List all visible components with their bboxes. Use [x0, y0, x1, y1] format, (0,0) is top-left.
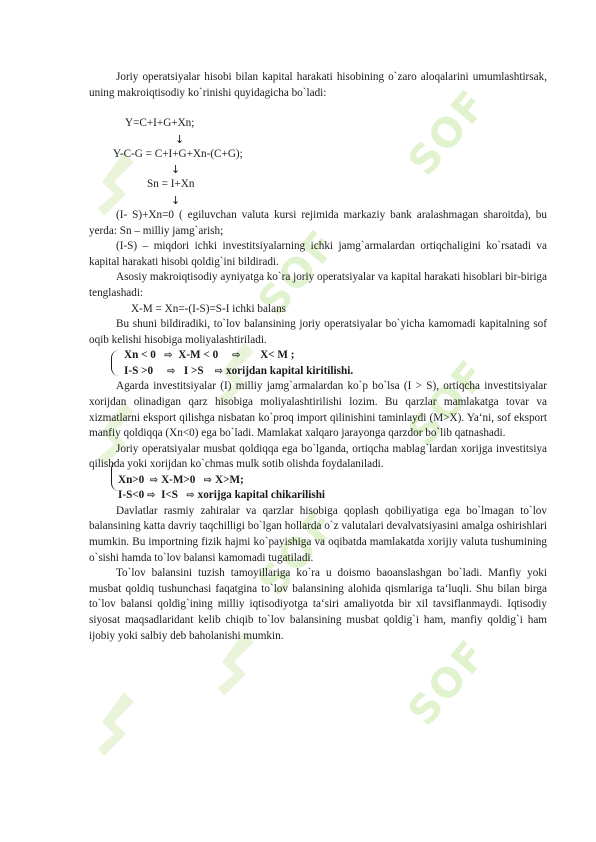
paragraph-principles: To`lov balansini tuzish tamoyillariga ko`ra u doismo baoanslashgan bo`ladi. Manfiy yoki musbat qoldiq tushunchasi faqatgina to`lov balansining alohida qismlariga ta‘luqli. Shu bilan birga to`lov balansi qoldig`ining milliy iqtisodiyotga ta‘siri amaliyotda bir xil tavsiflanmaydi. Iqtisodiy siyosat maqsadlaridant kelib chiqib to`lov balansining musbat qoldig`i ham, manfiy qoldig`i ham ijobiy yoki salbiy deb baholanishi mumkin.	[89, 567, 547, 642]
paragraph-deficit-financing: Bu shuni bildiradiki, to`lov balansining joriy operatsiyalar bo`yicha kamomadi kapitalning sof oqib kelishi hisobiga moliyalashtiriladi.	[89, 318, 547, 346]
formula-income-identity: Y=C+I+G+Xn;	[125, 117, 195, 130]
watermark-text: SOF	[399, 351, 497, 455]
paragraph-identity: Asosiy makroiqtisodiy ayniyatga ko`ra joriy operatsiyalar va kapital harakati hisoblari bir-biriga tenglashadi:	[89, 271, 547, 299]
formula-national-savings: Sn = I+Xn	[147, 178, 195, 191]
brace-symbol	[111, 350, 120, 376]
down-arrow-icon: ↓	[175, 132, 185, 146]
paragraph-balance-condition: (I- S)+Xn=0 ( egiluvchan valuta kursi rejimida markaziy bank aralashmagan sharoitda), bu yerda: Sn – milliy jamg`arish;	[89, 208, 547, 237]
paragraph-is-definition: (I-S) – miqdori ichki investitsiyalarning ichki jamg`armalardan ortiqchaligini ko`rsatadi va kapital harakati hisobi qoldig`ini bildiradi.	[89, 240, 547, 268]
system-surplus: Xn>0 ⇨ X-M>0 ⇨ X>M; I-S<0 ⇨ I<S ⇨ xorijga kapital chikarilishi	[89, 473, 547, 504]
paragraph-devaluation: Davlatlar rasmiy zahiralar va qarzlar hisobiga qoplash qobiliyatiga ega bo`lmagan to`lov balansining katta davriy taqchilligi bo`lgan hollarda o`z valutalari devalvatsiyasini amalga oshirishlari mumkin. Bu importning fizik hajmi ko`payishiga va oqibatda mamlakatda xorijiy valuta tushumining o`sishi hamda to`lov balansi kamomadi tugatiladi.	[89, 504, 547, 564]
paragraph-excess-investment: Agarda investitsiyalar (I) milliy jamg`armalardan ko`p bo`lsa (I > S), ortiqcha investitsiyalar xorijdan olinadigan qarz hisobiga moliyalashtirilishi lozim. Bu qarzlar mamlakatga tovar va xizmatlarni eksport qilishga nisbatan ko`proq import qilinishini taminlaydi (M>X). Ya‘ni, sof eksport manfiy qoldiqqa (Xn<0) ega bo`ladi. Mamlakat xalqaro jarayonga qarzdor bo`lib qatnashadi.	[89, 380, 547, 440]
down-arrow-icon: ↓	[171, 163, 181, 177]
formula-savings-derivation: Y-C-G = C+I+G+Xn-(C+G);	[113, 147, 243, 160]
watermark-text: SOF	[399, 631, 497, 735]
system-deficit: Xn < 0 ⇨ X-M < 0 ⇨ X< M ; I-S >0 ⇨ I >S ⇨ xorijdan kapital kiritilishi.	[89, 348, 547, 379]
watermark-text: SOF	[249, 501, 347, 605]
brace-symbol	[111, 461, 120, 491]
down-arrow-icon: ↓	[171, 193, 181, 207]
paragraph-intro: Joriy operatsiyalar hisobi bilan kapital harakati hisobining o`zaro aloqalarini umumlashtirsak, uning makroiqtisodiy ko`rinishi quyidagicha bo`ladi:	[89, 71, 547, 99]
watermark-text: SOF	[399, 81, 497, 185]
formula-internal-balance: X-M = Xn=-(I-S)=S-I ichki balans	[131, 302, 287, 315]
document-body	[89, 70, 547, 644]
watermark-text: SOF	[249, 221, 347, 325]
paragraph-surplus: Joriy operatsiyalar musbat qoldiqqa ega bo`lganda, ortiqcha mablag`lardan xorijga investitsiya qilishda yoki xorijdan ko`chmas mulk sotib olishda foydalaniladi.	[89, 442, 547, 471]
watermark-logo-icon	[96, 690, 136, 760]
